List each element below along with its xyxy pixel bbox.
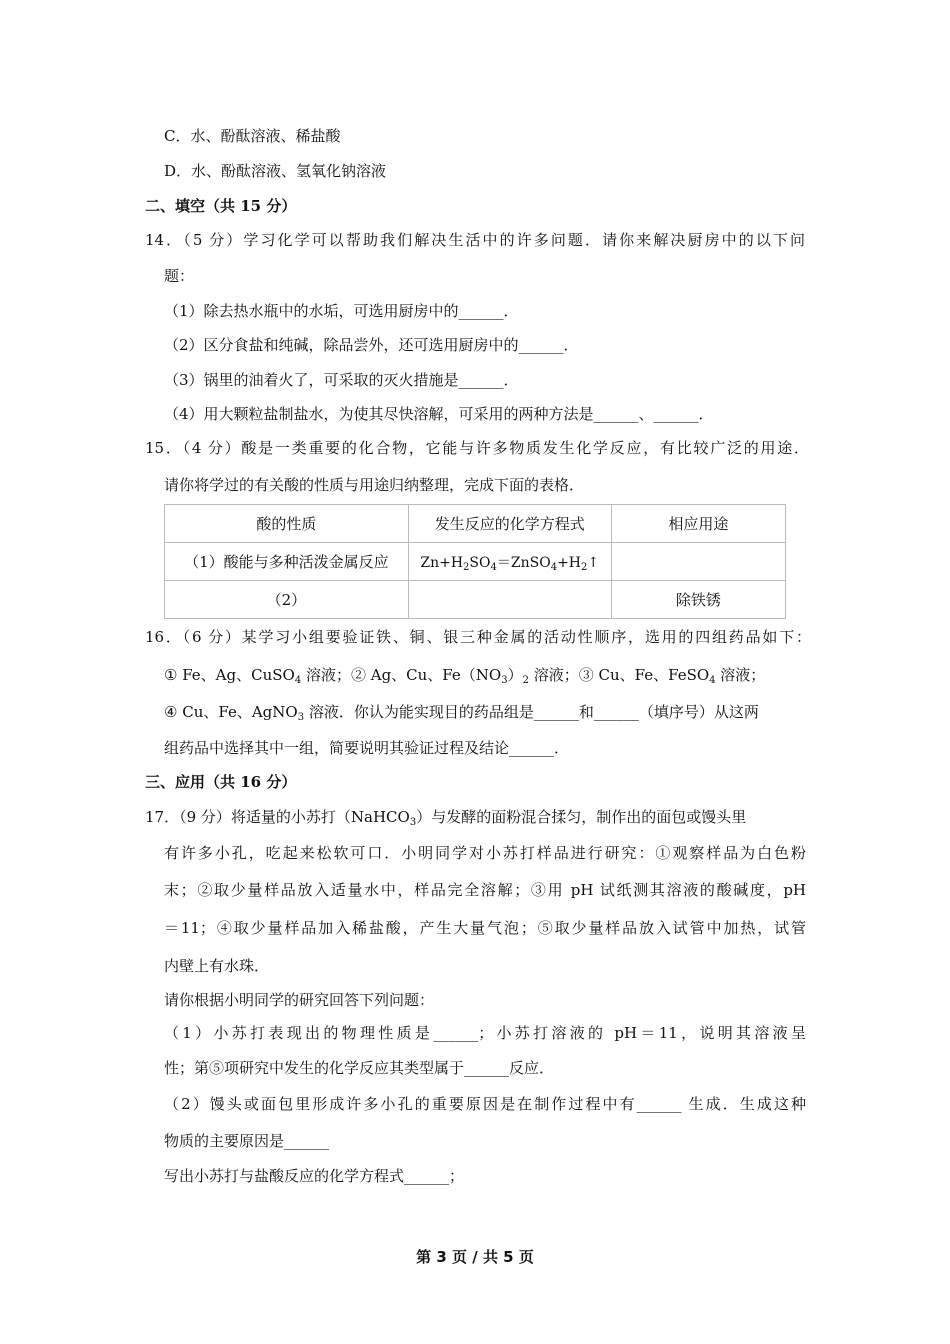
q16-line-1: 16．（6 分）某学习小组要验证铁、铜、银三种金属的活动性顺序，选用的四组药品如下： xyxy=(145,628,811,646)
q14-part-1: （1）除去热水瓶中的水垢，可选用厨房中的______． xyxy=(164,302,519,320)
table-cell-equation xyxy=(408,581,611,619)
eq-part: ＝ZnSO xyxy=(496,554,551,571)
q17-part-1b: 性；第⑤项研究中发生的化学反应其类型属于______反应． xyxy=(164,1059,555,1077)
table-header: 相应用途 xyxy=(611,505,785,543)
q16-text: 溶液；② Ag、Cu、Fe（NO xyxy=(301,666,502,684)
page-footer: 第 3 页 / 共 5 页 xyxy=(416,1248,534,1266)
table-header: 酸的性质 xyxy=(165,505,409,543)
q17-part-1a: （1）小苏打表现出的物理性质是______；小苏打溶液的 pH＝11，说明其溶液呈 xyxy=(164,1024,806,1042)
q16-text: ① Fe、Ag、CuSO xyxy=(164,666,295,684)
eq-sub: 2 xyxy=(463,561,470,573)
q15-line-2: 请你将学过的有关酸的性质与用途归纳整理，完成下面的表格． xyxy=(164,476,585,494)
eq-part: +H xyxy=(557,554,582,571)
q17-line-4: ＝11；④取少量样品加入稀盐酸，产生大量气泡；⑤取少量样品放入试管中加热，试管 xyxy=(164,919,806,937)
eq-sub: 4 xyxy=(490,561,497,573)
q14-part-3: （3）锅里的油着火了，可采取的灭火措施是______． xyxy=(164,371,519,389)
q16-sub: 3 xyxy=(297,712,305,723)
q17-part-2a: （2）馒头或面包里形成许多小孔的重要原因是在制作过程中有______ 生成．生成这种 xyxy=(164,1095,806,1113)
q14-part-2: （2）区分食盐和纯碱，除品尝外，还可选用厨房中的______． xyxy=(164,336,579,354)
q14-line-2: 题： xyxy=(164,267,195,285)
q17-line-3: 末；②取少量样品放入适量水中，样品完全溶解；③用 pH 试纸测其溶液的酸碱度，pH xyxy=(164,881,806,899)
table-row xyxy=(165,581,786,619)
q17-text: 17．（9 分）将适量的小苏打（NaHCO xyxy=(145,808,410,826)
q17-line-2: 有许多小孔，吃起来松软可口．小明同学对小苏打样品进行研究：①观察样品为白色粉 xyxy=(164,844,806,862)
option-c: C．水、酚酞溶液、稀盐酸 xyxy=(164,127,341,145)
acid-properties-table xyxy=(164,504,786,619)
q15-line-1: 15．（4 分）酸是一类重要的化合物，它能与许多物质发生化学反应，有比较广泛的用途． xyxy=(145,439,809,457)
q16-text: 溶液； xyxy=(715,666,766,684)
q17-line-5: 内壁上有水珠． xyxy=(164,957,270,975)
q16-sub: 2 xyxy=(522,675,529,686)
q16-line-4: 组药品中选择其中一组，简要说明其验证过程及结论______． xyxy=(164,739,570,757)
eq-part: SO xyxy=(469,554,491,571)
table-row xyxy=(165,543,786,581)
table-cell-property: （2） xyxy=(165,581,409,619)
q16-text: 溶液．你认为能实现目的药品组是______和______（填序号）从这两 xyxy=(304,703,759,721)
section-2-title: 二、填空（共 15 分） xyxy=(145,197,297,215)
q16-text: ④ Cu、Fe、AgNO xyxy=(164,703,298,721)
table-cell-equation xyxy=(408,543,611,581)
q16-sub: 4 xyxy=(294,675,302,686)
eq-sub: 4 xyxy=(550,561,558,573)
q16-text: 溶液；③ Cu、Fe、FeSO xyxy=(528,666,710,684)
q17-sub: 3 xyxy=(409,817,417,828)
q14-part-4: （4）用大颗粒盐制盐水，为使其尽快溶解，可采用的两种方法是______、______． xyxy=(164,405,714,423)
table-header: 发生反应的化学方程式 xyxy=(408,505,611,543)
option-d: D．水、酚酞溶液、氢氧化钠溶液 xyxy=(164,162,387,180)
table-header-row xyxy=(165,505,786,543)
q17-part-3: 写出小苏打与盐酸反应的化学方程式______； xyxy=(164,1167,465,1185)
eq-part: Zn+H xyxy=(420,554,464,571)
q17-part-2b: 物质的主要原因是______ xyxy=(164,1132,330,1150)
q16-sub: 3 xyxy=(501,675,508,686)
q17-line-1 xyxy=(145,807,746,827)
section-3-title: 三、应用（共 16 分） xyxy=(145,773,297,791)
q16-line-3 xyxy=(164,702,759,722)
table-cell-use xyxy=(611,543,785,581)
eq-sub: 2 xyxy=(581,561,588,573)
q14-line-1: 14．（5 分）学习化学可以帮助我们解决生活中的许多问题．请你来解决厨房中的以下问 xyxy=(145,231,805,249)
q17-text: ）与发酵的面粉混合揉匀，制作出的面包或馒头里 xyxy=(416,808,747,826)
gas-arrow-icon: ↑ xyxy=(587,554,600,571)
table-cell-use: 除铁锈 xyxy=(611,581,785,619)
q16-text: ） xyxy=(507,666,523,684)
q16-sub: 4 xyxy=(709,675,716,686)
table-cell-property: （1）酸能与多种活泼金属反应 xyxy=(165,543,409,581)
q16-line-2 xyxy=(164,665,765,685)
q17-line-6: 请你根据小明同学的研究回答下列问题： xyxy=(164,991,435,1009)
